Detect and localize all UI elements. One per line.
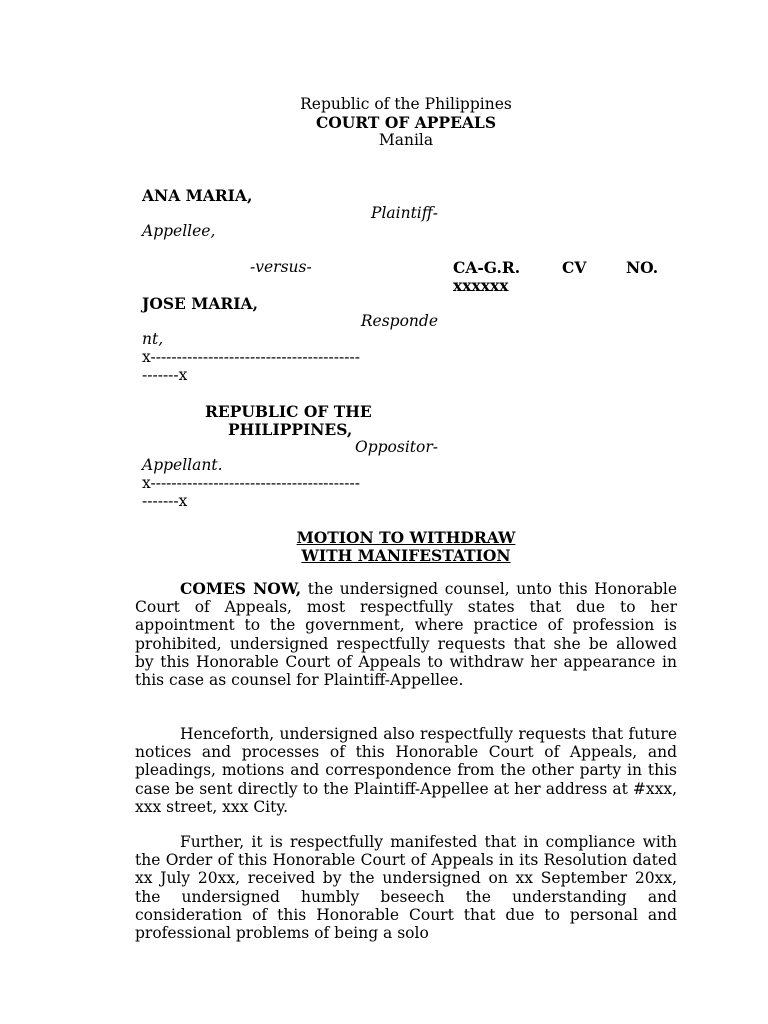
plaintiff-name: ANA MARIA,	[142, 186, 253, 205]
header-city: Manila	[378, 131, 434, 149]
oppositor-role: Oppositor-	[354, 438, 438, 456]
case-label-cv: CV	[562, 258, 587, 277]
respondent-name: JOSE MARIA,	[142, 294, 258, 313]
case-number: xxxxxx	[453, 276, 509, 295]
case-label-ca-gr: CA-G.R.	[453, 258, 521, 277]
body-paragraph-1-text: the undersigned counsel, unto this Honorable Court of Appeals, most respectfully states that due to her appointment to the government, where practice of profession is prohibited, undersigned respectfully requests that she be allowed by this Honorable Court of Appeals to withdraw her appearance in this case as counsel for Plaintiff-Appellee.	[135, 580, 677, 690]
body-paragraph-2: Henceforth, undersigned also respectfully requests that future notices and processes of this Honorable Court of Appeals, and pleadings, motions and correspondence from the other party in this case be sent directly to the Plaintiff-Appellee at her address at #xxx, xxx street, xxx City.	[135, 725, 677, 816]
oppositor-name: REPUBLIC OF THE	[205, 402, 372, 421]
motion-title: MOTION TO WITHDRAW	[296, 528, 516, 547]
case-label-no: NO.	[626, 258, 659, 277]
versus-label: -versus-	[250, 258, 312, 276]
motion-title-cont: WITH MANIFESTATION	[301, 546, 511, 565]
body-paragraph-1	[135, 580, 677, 689]
header-court: COURT OF APPEALS	[315, 113, 497, 132]
plaintiff-role: Plaintiff-	[371, 204, 438, 222]
header-republic: Republic of the Philippines	[300, 95, 512, 113]
caption-separator-2-cont: -------x	[142, 492, 188, 510]
caption-separator: x----------------------------------------	[142, 348, 360, 366]
plaintiff-role-cont: Appellee,	[142, 222, 216, 240]
comes-now-lead: COMES NOW,	[180, 579, 302, 598]
caption-separator-cont: -------x	[142, 366, 188, 384]
oppositor-role-cont: Appellant.	[142, 456, 223, 474]
body-paragraph-3: Further, it is respectfully manifested that in compliance with the Order of this Honorable Court of Appeals in its Resolution dated xx July 20xx, received by the undersigned on xx September 20xx, the undersigned humbly beseech the understanding and consideration of this Honorable Court that due to personal and professional problems of being a solo	[135, 833, 677, 943]
respondent-role-cont: nt,	[142, 330, 164, 348]
respondent-role: Responde	[360, 312, 438, 330]
caption-separator-2: x----------------------------------------	[142, 474, 360, 492]
oppositor-name-cont: PHILIPPINES,	[228, 420, 353, 439]
